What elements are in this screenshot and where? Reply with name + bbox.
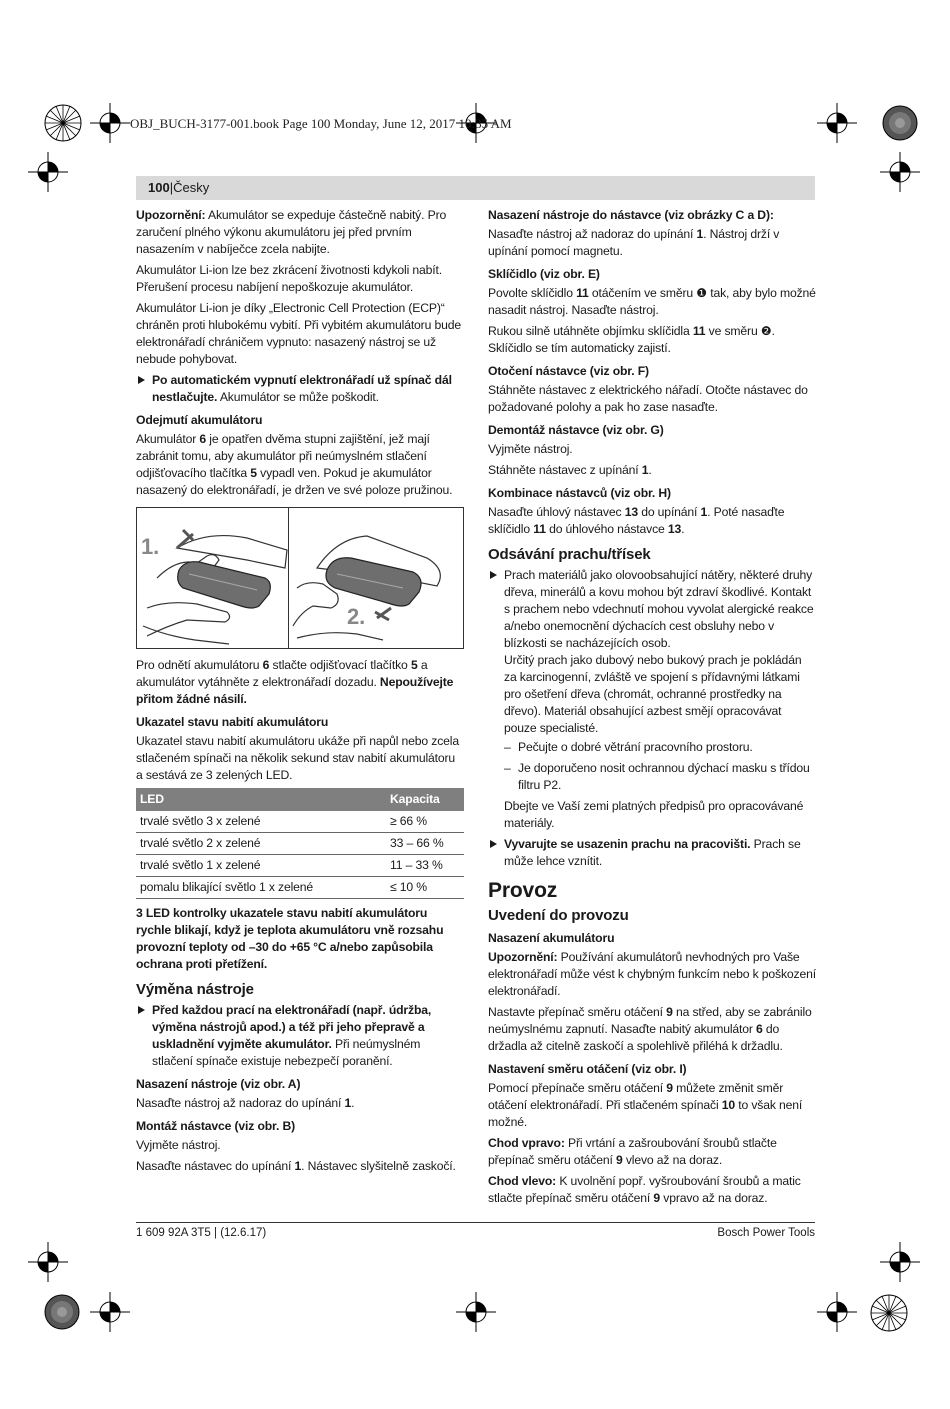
paragraph-insert-tool: Nasaďte nástroj až nadoraz do upínání 1. [136, 1096, 355, 1110]
heading-dust-extraction: Odsávání prachu/třísek [488, 546, 651, 563]
paragraph-dismount-2: Stáhněte nástavec z upínání 1. [488, 463, 652, 477]
heading-combine-attachments: Kombinace nástavců (viz obr. H) [488, 486, 671, 500]
table-row [136, 811, 464, 833]
paragraph-ecp: Akumulátor Li-ion je díky „Electronic Cell Protection (ECP)“ chráněn proti hlubokému vybití. Při vybitém akumulátoru bude elektronářadí chráničem vypnuto: nasazený nástroj se už nebude pohybovat. [136, 301, 461, 366]
heading-insert-into-attachment: Nasazení nástroje do nástavce (viz obrázky C a D): [488, 208, 774, 222]
table-row [136, 833, 464, 855]
language-label: Česky [173, 180, 210, 195]
table-header-capacity: Kapacita [386, 788, 464, 811]
table-cell: 11 – 33 % [386, 855, 464, 877]
color-target-top-right [878, 101, 922, 145]
paragraph-mount-2: Nasaďte nástavec do upínání 1. Nástavec slyšitelně zaskočí. [136, 1159, 456, 1173]
paragraph-combine: Nasaďte úhlový nástavec 13 do upínání 1. Poté nasaďte sklíčidlo 11 do úhlového nástavce 13. [488, 505, 785, 536]
table-cell: trvalé světlo 2 x zelené [136, 833, 386, 855]
heading-remove-battery: Odejmutí akumulátoru [136, 413, 263, 427]
registration-mark-top-left [40, 100, 86, 146]
led-capacity-table [136, 788, 464, 899]
bullet-auto-shutoff: Po automatickém vypnutí elektronářadí už spínač dál nestlačujte. Akumulátor se může poškodit. [136, 372, 464, 406]
heading-rotate-attachment: Otočení nástavce (viz obr. F) [488, 364, 649, 378]
paragraph-rotation-direction: Pomocí přepínače směru otáčení 9 můžete změnit směr otáčení elektronářadí. Při stlačeném spínači 10 to však není možné. [488, 1081, 803, 1129]
heading-operation: Provoz [488, 879, 558, 902]
dash-respirator: – Je doporučeno nosit ochrannou dýchací masku s třídou filtru P2. [488, 760, 816, 794]
heading-tool-change: Výměna nástroje [136, 981, 254, 998]
paragraph-forward-rotation: Chod vpravo: Při vrtání a zašroubování šroubů stlačte přepínač směru otáčení 9 vlevo až na doraz. [488, 1136, 777, 1167]
right-column [488, 207, 816, 1211]
battery-removal-figure [136, 507, 464, 649]
paragraph-carcinogenic-dust: Určitý prach jako dubový nebo bukový prach je pokládán za karcinogenní, zvláště ve spojení s přídavnými látkami pro ošetření dřeva (chromát, ochranné prostředky na dřevo). Materiál obsahující azbest smějí opracovávat pouze specialisté. [504, 653, 802, 735]
heading-dismount-attachment: Demontáž nástavce (viz obr. G) [488, 423, 664, 437]
left-column [136, 207, 464, 1179]
heading-chuck: Sklíčidlo (viz obr. E) [488, 267, 600, 281]
dash-ventilation: – Pečujte o dobré větrání pracovního prostoru. [488, 739, 816, 756]
paragraph-chuck-2: Rukou silně utáhněte objímku sklíčidla 11 ve směru ❷. Sklíčidlo se tím automaticky zajistí. [488, 324, 775, 355]
heading-insert-tool: Nasazení nástroje (viz obr. A) [136, 1077, 301, 1091]
paragraph-regulations: Dbejte ve Vaší zemi platných předpisů pro opracovávané materiály. [504, 799, 804, 830]
heading-mount-attachment: Montáž nástavce (viz obr. B) [136, 1119, 296, 1133]
paragraph-mount-1: Vyjměte nástroj. [136, 1138, 221, 1152]
footer-publisher: Bosch Power Tools [717, 1227, 815, 1239]
heading-startup: Uvedení do provozu [488, 907, 629, 924]
color-target-bottom-left [40, 1290, 84, 1334]
crosshair-mark-top-left [90, 103, 130, 143]
bullet-remove-battery-before-work: Před každou prací na elektronářadí (např. údržba, výměna nástrojů apod.) a též při jeho přepravě a uskladnění vyjměte akumulátor. Při neúmyslném stlačení spínače existuje nebezpečí poranění. [136, 1002, 464, 1070]
note-charged: Upozornění: Akumulátor se expeduje částečně nabitý. Pro zaručení plného výkonu akumulátoru jej před prvním nasazením v nabíječce zcela nabijte. [136, 208, 447, 256]
crosshair-mark-left-upper [28, 152, 68, 192]
paragraph-reverse-rotation: Chod vlevo: K uvolnění popř. vyšroubování šroubů a matic stlačte přepínač směru otáčení 9 vpravo až na doraz. [488, 1174, 801, 1205]
table-header-row [136, 788, 464, 811]
bullet-dust-hazard: Prach materiálů jako olovoobsahující nátěry, některé druhy dřeva, minerálů a kovu mohou být zdraví škodlivé. Kontakt s prachem nebo vdechnutí mohou vyvolat alergické reakce a/nebo onemocnění dýchacích cest obsluhy nebo v blízkosti se nacházejících osob. [488, 567, 816, 652]
heading-rotation-direction: Nastavení směru otáčení (viz obr. I) [488, 1062, 687, 1076]
footer-document-id: 1 609 92A 3T5 | (12.6.17) [136, 1227, 267, 1239]
table-row [136, 855, 464, 877]
table-cell: ≥ 66 % [386, 811, 464, 833]
table-cell: ≤ 10 % [386, 877, 464, 899]
crosshair-mark-bottom-right [817, 1292, 857, 1332]
paragraph-charge-indicator: Ukazatel stavu nabití akumulátoru ukáže při napůl nebo zcela stlačeném spínači na několik sekund stav nabití akumulátoru a sestává ze 3 zelených LED. [136, 734, 459, 782]
running-head [136, 176, 815, 200]
crosshair-mark-right-upper [880, 152, 920, 192]
paragraph-charging: Akumulátor Li-ion lze bez zkrácení životnosti kdykoli nabít. Přerušení procesu nabíjení nepoškozuje akumulátor. [136, 263, 442, 294]
bullet-avoid-dust: Vyvarujte se usazenin prachu na pracovišti. Prach se může lehce vznítit. [488, 836, 816, 870]
crosshair-mark-bottom-center [456, 1292, 496, 1332]
crosshair-mark-top-right [817, 103, 857, 143]
page-number: 100|Česky [148, 180, 210, 195]
heading-charge-indicator: Ukazatel stavu nabití akumulátoru [136, 715, 329, 729]
table-cell: trvalé světlo 1 x zelené [136, 855, 386, 877]
registration-mark-bottom-right [866, 1290, 912, 1336]
paragraph-chuck-1: Povolte sklíčidlo 11 otáčením ve směru ❶ tak, aby bylo možné nasadit nástroj. Nasaďte nástroj. [488, 286, 816, 317]
heading-insert-battery: Nasazení akumulátoru [488, 931, 615, 945]
table-cell: 33 – 66 % [386, 833, 464, 855]
led-warning: 3 LED kontrolky ukazatele stavu nabití akumulátoru rychle blikají, když je teplota akumulátoru vně rozsahu provozní teploty od –30 do +65 °C a/nebo zapůsobila ochrana proti přetížení. [136, 906, 444, 971]
table-cell: trvalé světlo 3 x zelené [136, 811, 386, 833]
table-header-led: LED [136, 788, 386, 811]
figure-divider [288, 508, 289, 648]
battery-removal-illustration [137, 508, 463, 648]
figure-step-2-label: 2. [347, 604, 366, 629]
crosshair-mark-bottom-left [90, 1292, 130, 1332]
note-battery-compat: Upozornění: Používání akumulátorů nevhodných pro Vaše elektronářadí může vést k chybným funkcím nebo k poškození elektronářadí. [488, 950, 816, 998]
footer-rule [136, 1222, 815, 1223]
table-row [136, 877, 464, 899]
crosshair-mark-left-lower [28, 1242, 68, 1282]
paragraph-remove-battery: Akumulátor 6 je opatřen dvěma stupni zajištění, jež mají zabránit tomu, aby akumulátor při neúmyslném stlačení odjišťovacího tlačítka 5 vypadl ven. Pokud je akumulátor nasazený do elektronářadí, je držen ve své poloze pružinou. [136, 432, 453, 497]
crosshair-mark-right-lower [880, 1242, 920, 1282]
paragraph-rotate: Stáhněte nástavec z elektrického nářadí. Otočte nástavec do požadované polohy a pak ho zase nasaďte. [488, 383, 808, 414]
paragraph-insert-into-attachment: Nasaďte nástroj až nadoraz do upínání 1. Nástroj drží v upínání pomocí magnetu. [488, 227, 780, 258]
paragraph-insert-battery: Nastavte přepínač směru otáčení 9 na střed, aby se zabránilo neúmyslnému zapnutí. Nasaďte nabitý akumulátor 6 do držadla až citelně zaskočí a spolehlivě přiléhá k držadlu. [488, 1005, 812, 1053]
figure-caption: Pro odnětí akumulátoru 6 stlačte odjišťovací tlačítko 5 a akumulátor vytáhněte z elektronářadí dozadu. Nepoužívejte přitom žádné násilí. [136, 658, 454, 706]
figure-step-1-label: 1. [141, 534, 160, 559]
paragraph-dismount-1: Vyjměte nástroj. [488, 442, 573, 456]
book-header: OBJ_BUCH-3177-001.book Page 100 Monday, June 12, 2017 10:35 AM [130, 116, 512, 131]
table-cell: pomalu blikající světlo 1 x zelené [136, 877, 386, 899]
